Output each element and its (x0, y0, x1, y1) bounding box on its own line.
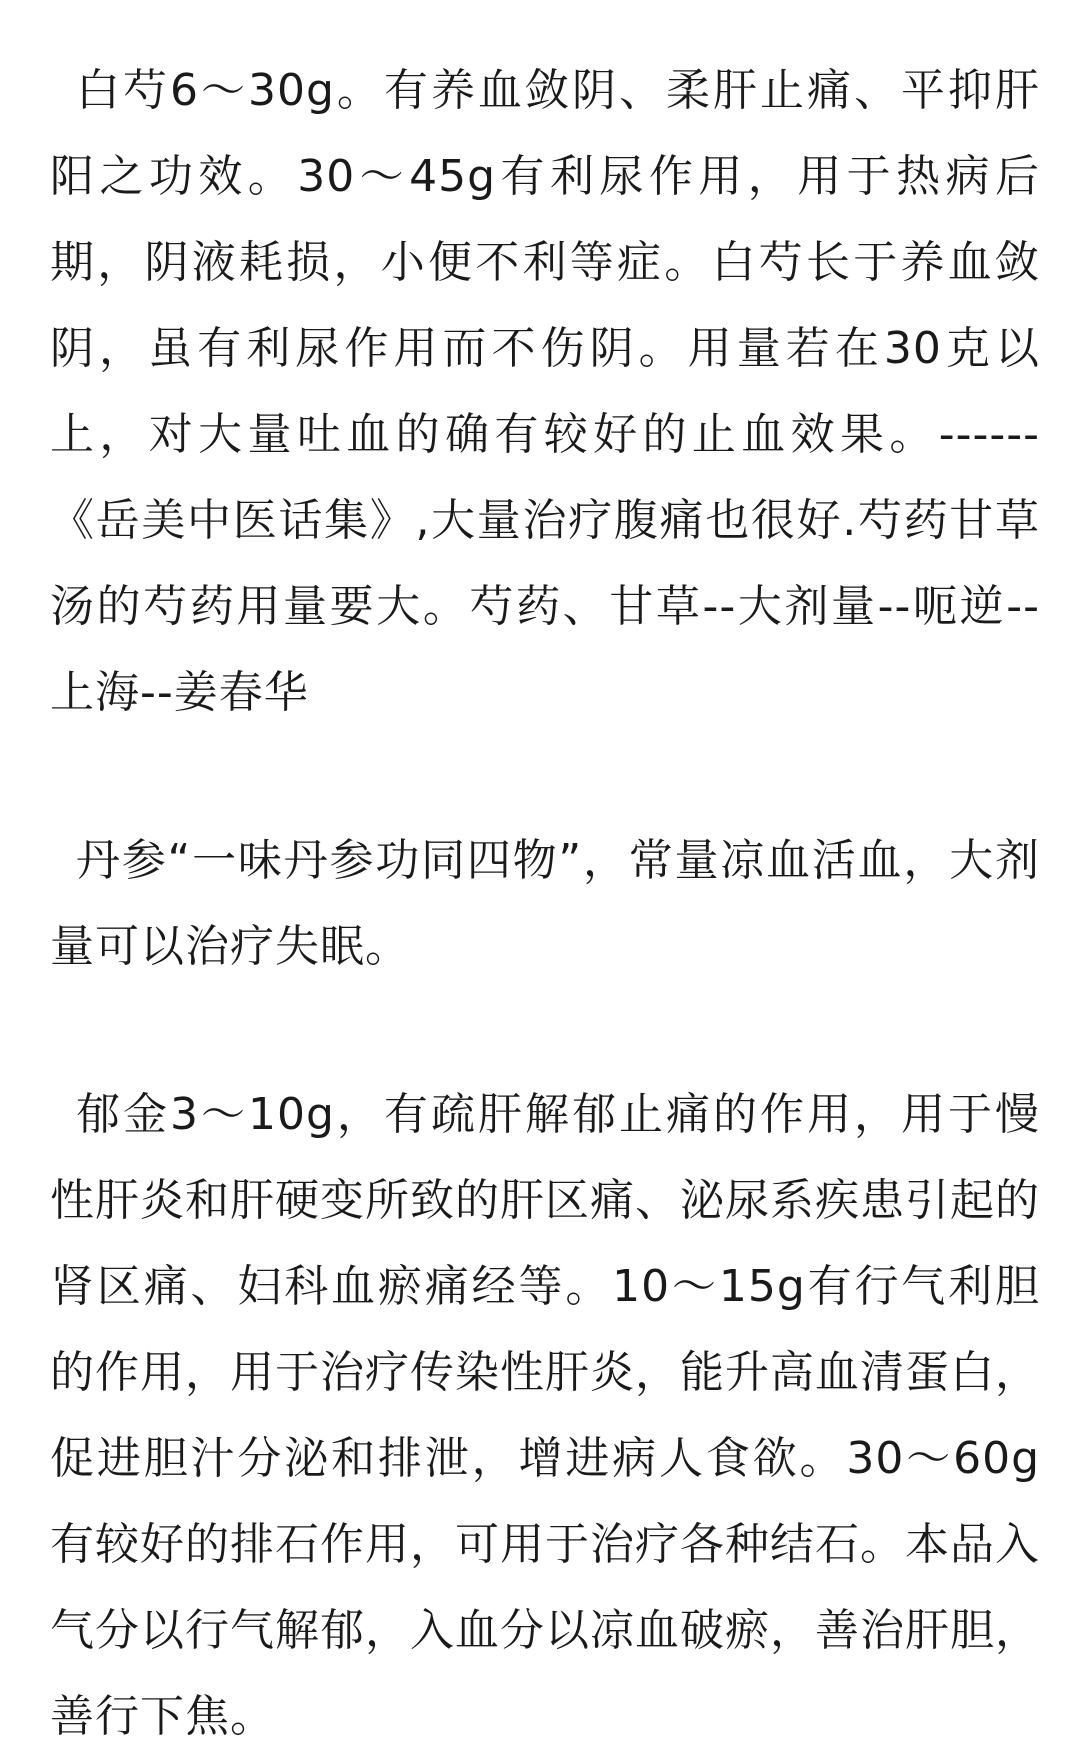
paragraph-yujin: 郁金3～10g，有疏肝解郁止痛的作用，用于慢性肝炎和肝硬变所致的肝区痛、泌尿系疾患引起的肾区痛、妇科血瘀痛经等。10～15g有行气利胆的作用，用于治疗传染性肝炎，能升高血清蛋白，促进胆汁分泌和排泄，增进病人食欲。30～60g有较好的排石作用，可用于治疗各种结石。本品入气分以行气解郁，入血分以凉血破瘀，善治肝胆，善行下焦。 (50, 1089, 1040, 1742)
paragraph-danshen: 丹参“一味丹参功同四物”，常量凉血活血，大剂量可以治疗失眠。 (50, 835, 1040, 972)
paragraph-baishao: 白芍6～30g。有养血敛阴、柔肝止痛、平抑肝阳之功效。30～45g有利尿作用，用于热病后期，阴液耗损，小便不利等症。白芍长于养血敛阴，虽有利尿作用而不伤阴。用量若在30克以上，对大量吐血的确有较好的止血效果。------《岳美中医话集》,大量治疗腹痛也很好.芍药甘草汤的芍药用量要大。芍药、甘草--大剂量--呃逆--上海--姜春华 (50, 65, 1040, 718)
